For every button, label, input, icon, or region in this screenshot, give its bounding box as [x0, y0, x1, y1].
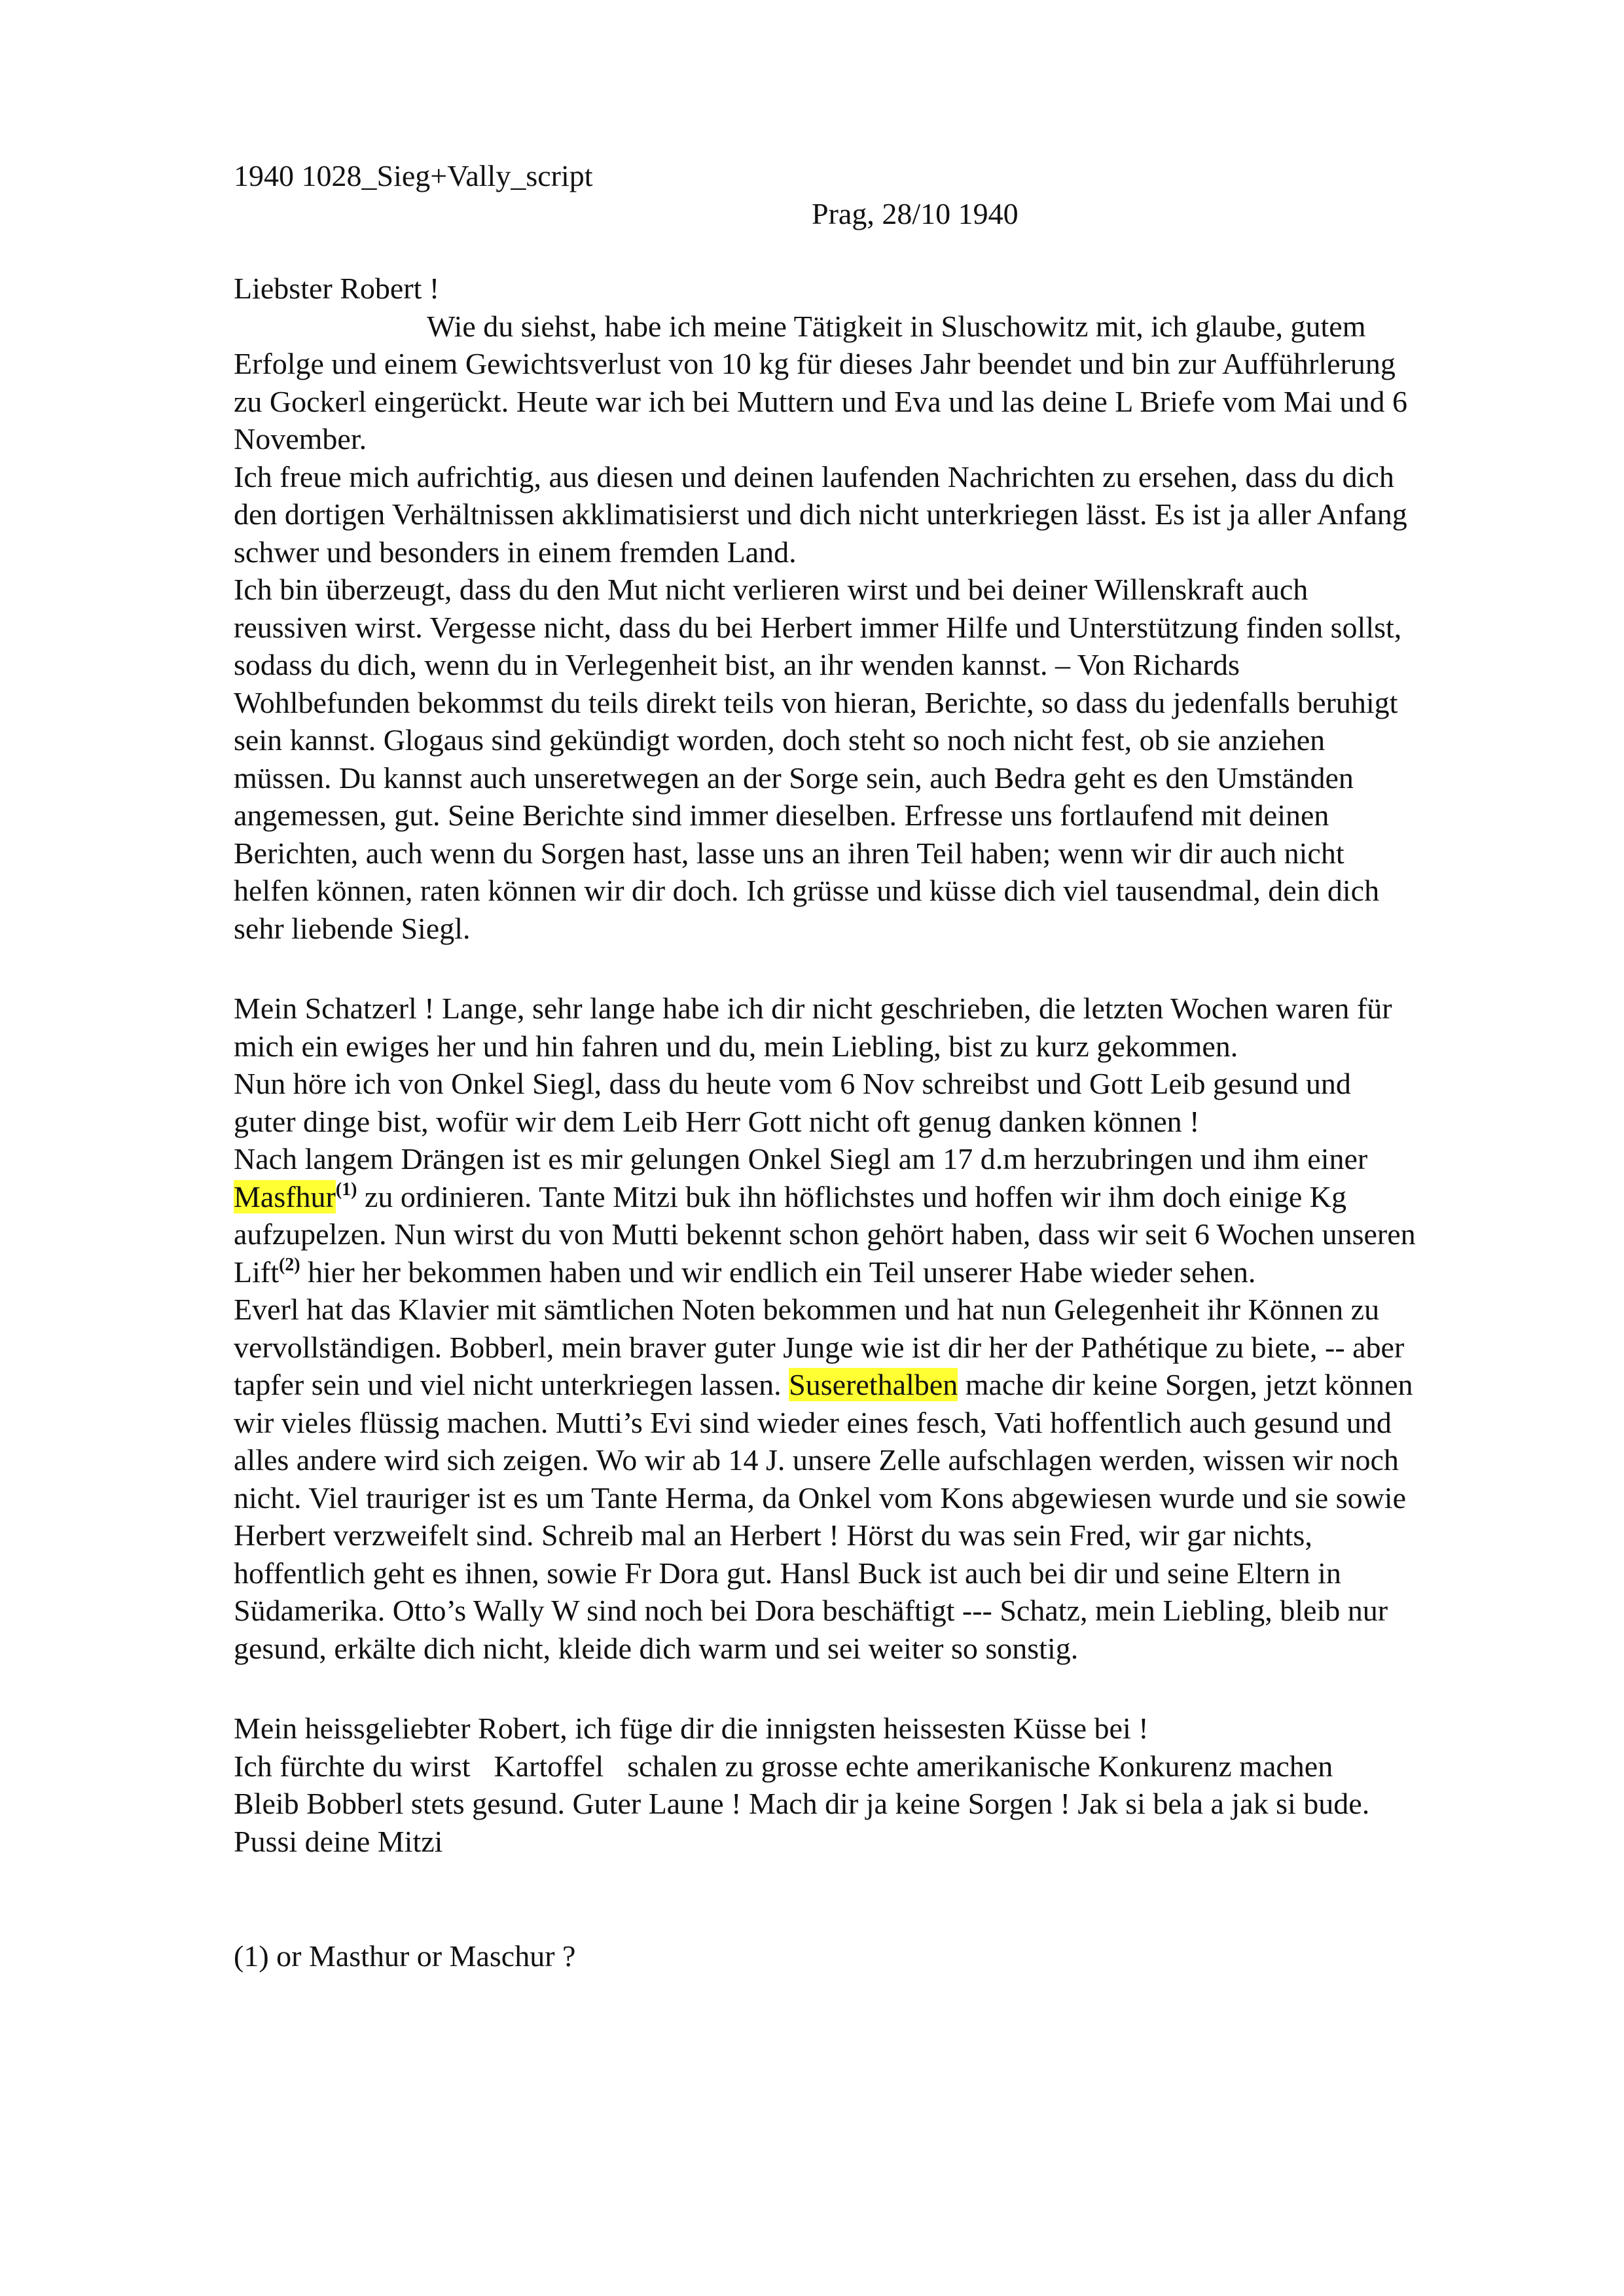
line-text: Kartoffel [494, 1749, 604, 1783]
letter-line: Bleib Bobberl stets gesund. Guter Laune ! Mach dir ja keine Sorgen ! Jak si bela a jak si bude. [234, 1787, 1370, 1820]
letter-line: zu Gockerl eingerückt. Heute war ich bei Muttern und Eva und las deine L Briefe vom Mai und 6 [234, 384, 1408, 418]
footnote-text: (1) or Masthur or Maschur ? [234, 1939, 576, 1973]
letter-line: Wie du siehst, habe ich meine Tätigkeit in Sluschowitz mit, ich glaube, gutem [427, 309, 1366, 343]
letter-line: nicht. Viel trauriger ist es um Tante Herma, da Onkel vom Kons abgewiesen wurde und sie sowie [234, 1480, 1406, 1515]
letter-line [234, 1178, 1536, 1216]
letter-line: Erfolge und einem Gewichtsverlust von 10 kg für dieses Jahr beendet und bin zur Aufführlerung [234, 347, 1396, 380]
letter-line: alles andere wird sich zeigen. Wo wir ab 14 J. unsere Zelle aufschlagen werden, wissen wir noch [234, 1443, 1399, 1477]
letter-line: angemessen, gut. Seine Berichte sind immer dieselben. Erfresse uns fortlaufend mit deinen [234, 798, 1329, 832]
letter-line: wir vieles flüssig machen. Mutti’s Evi sind wieder eines fesch, Vati hoffentlich auch gesund und [234, 1405, 1392, 1439]
highlighted-word: Masfhur [234, 1179, 336, 1213]
letter-line: schwer und besonders in einem fremden Land. [234, 535, 797, 569]
letter-line: reussiven wirst. Vergesse nicht, dass du bei Herbert immer Hilfe und Unterstützung finden sollst, [234, 610, 1402, 644]
letter-line: den dortigen Verhältnissen akklimatisierst und dich nicht unterkriegen lässt. Es ist ja aller Anfang [234, 497, 1407, 531]
letter-line: gesund, erkälte dich nicht, kleide dich warm und sei weiter so sonstig. [234, 1631, 1079, 1665]
letter-line: Everl hat das Klavier mit sämtlichen Noten bekommen und hat nun Gelegenheit ihr Können zu [234, 1293, 1380, 1326]
line-text: Ich fürchte du wirst [234, 1749, 471, 1783]
letter-line: sodass du dich, wenn du in Verlegenheit bist, an ihr wenden kannst. – Von Richards [234, 648, 1240, 681]
letter-line: guter dinge bist, wofür wir dem Leib Herr Gott nicht oft genug danken können ! [234, 1104, 1200, 1138]
line-word: Lift [234, 1255, 279, 1289]
letter-siegl [234, 270, 1536, 947]
letter-line: Herbert verzweifelt sind. Schreib mal an Herbert ! Hörst du was sein Fred, wir gar nichts, [234, 1518, 1312, 1552]
letter-line: aufzupelzen. Nun wirst du von Mutti bekennt schon gehört haben, dass wir seit 6 Wochen unseren [234, 1217, 1416, 1251]
place-date: Prag, 28/10 1940 [812, 196, 1019, 230]
line-text: tapfer sein und viel nicht unterkriegen lassen. [234, 1368, 789, 1401]
letter-line: mich ein ewiges her und hin fahren und du, mein Liebling, bist zu kurz gekommen. [234, 1029, 1238, 1063]
letter-line: Südamerika. Otto’s Wally W sind noch bei Dora beschäftigt --- Schatz, mein Liebling, bleib nur [234, 1594, 1388, 1627]
letter-line: Ich freue mich aufrichtig, aus diesen und deinen laufenden Nachrichten zu ersehen, dass du dich [234, 459, 1394, 493]
footnote-marker: (2) [278, 1254, 300, 1275]
line-text: schalen zu grosse echte amerikanische Konkurenz machen [627, 1749, 1333, 1783]
letter-line: Nach langem Drängen ist es mir gelungen Onkel Siegl am 17 d.m herzubringen und ihm einer [234, 1142, 1368, 1175]
letter-mitzi [234, 990, 1536, 1667]
letter-line [234, 1748, 1536, 1785]
letter-line: Wohlbefunden bekommst du teils direkt teils von hieran, Berichte, so dass du jedenfalls beruhigt [234, 685, 1398, 719]
letter-line: sein kannst. Glogaus sind gekündigt worden, doch steht so noch nicht fest, ob sie anziehen [234, 723, 1326, 757]
signature-line: Pussi deine Mitzi [234, 1824, 443, 1858]
line-text: zu ordinieren. Tante Mitzi buk ihn höflichstes und hoffen wir ihm doch einige Kg [357, 1179, 1347, 1213]
footnote [234, 1937, 1536, 1975]
letter-line: sehr liebende Siegl. [234, 911, 471, 945]
letter-line: hoffentlich geht es ihnen, sowie Fr Dora gut. Hansl Buck ist auch bei dir und seine Eltern in [234, 1556, 1341, 1590]
line-text: mache dir keine Sorgen, jetzt können [958, 1368, 1413, 1401]
letter-line [234, 1253, 1536, 1291]
letter-line: Berichten, auch wenn du Sorgen hast, lasse uns an ihren Teil haben; wenn wir dir auch nicht [234, 836, 1344, 870]
letter-line: müssen. Du kannst auch unseretwegen an der Sorge sein, auch Bedra geht es den Umständen [234, 761, 1354, 795]
line-text: hier her bekommen haben und wir endlich ein Teil unserer Habe wieder sehen. [300, 1255, 1256, 1289]
letter-line [234, 1366, 1536, 1404]
footnote-marker: (1) [335, 1179, 357, 1200]
letter-line: vervollständigen. Bobberl, mein braver guter Junge wie ist dir her der Pathétique zu biete, -- aber [234, 1330, 1405, 1364]
highlighted-word: Suserethalben [789, 1368, 958, 1401]
letter-line: November. [234, 422, 367, 456]
salutation: Liebster Robert ! [234, 272, 440, 305]
letter-line: Mein heissgeliebter Robert, ich füge dir die innigsten heissesten Küsse bei ! [234, 1712, 1149, 1745]
document-filename: 1940 1028_Sieg+Vally_script [234, 159, 593, 192]
letter-line: helfen können, raten können wir dir doch. Ich grüsse und küsse dich viel tausendmal, dein dich [234, 874, 1380, 907]
letter-line: Ich bin überzeugt, dass du den Mut nicht verlieren wirst und bei deiner Willenskraft auch [234, 573, 1308, 606]
letter-line: Nun höre ich von Onkel Siegl, dass du heute vom 6 Nov schreibst und Gott Leib gesund und [234, 1067, 1351, 1100]
letter-closing [234, 1710, 1536, 1860]
header [234, 157, 1536, 232]
letter-line: Mein Schatzerl ! Lange, sehr lange habe ich dir nicht geschrieben, die letzten Wochen waren für [234, 992, 1392, 1025]
